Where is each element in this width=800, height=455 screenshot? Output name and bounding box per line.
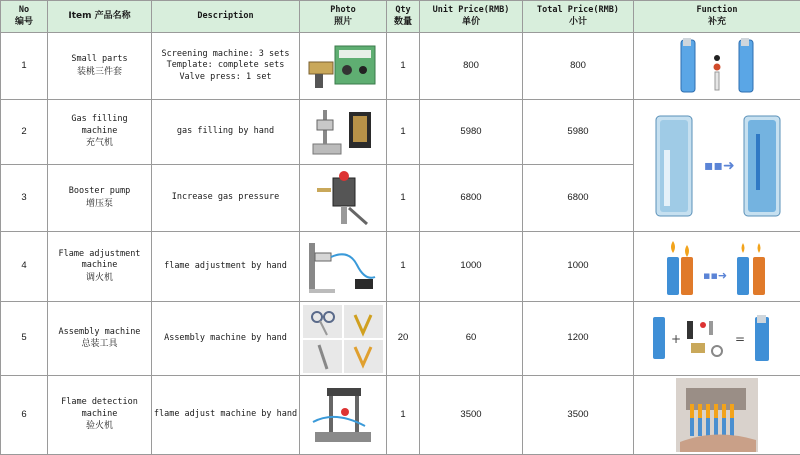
quantity: 1 bbox=[387, 232, 420, 302]
table-row bbox=[1, 302, 800, 376]
svg-text:▪▪➜: ▪▪➜ bbox=[704, 158, 735, 174]
assembly-parts-image bbox=[647, 313, 787, 365]
unit-price: 3500 bbox=[420, 376, 523, 455]
item-name: Small parts 装桃三件套 bbox=[48, 33, 152, 100]
total-price: 800 bbox=[523, 33, 634, 100]
header-row bbox=[1, 1, 800, 33]
description: flame adjustment by hand bbox=[152, 232, 300, 302]
row-number: 1 bbox=[1, 33, 48, 100]
product-photo bbox=[300, 33, 387, 100]
quantity: 1 bbox=[387, 376, 420, 455]
item-name: Gas filling machine 充气机 bbox=[48, 100, 152, 165]
flame-detection-machine-image bbox=[305, 382, 381, 448]
svg-text:▪▪➜: ▪▪➜ bbox=[703, 269, 727, 282]
product-photo bbox=[300, 376, 387, 455]
product-photo bbox=[300, 232, 387, 302]
header-total-price: Total Price(RMB) 小计 bbox=[523, 1, 634, 33]
header-description: Description bbox=[152, 1, 300, 33]
row-number: 3 bbox=[1, 165, 48, 232]
item-name: Assembly machine 总装工具 bbox=[48, 302, 152, 376]
total-price: 1200 bbox=[523, 302, 634, 376]
flame-adjust-before-after-image bbox=[657, 235, 777, 299]
item-name: Booster pump 增压泵 bbox=[48, 165, 152, 232]
function-image bbox=[634, 100, 800, 232]
header-photo: Photo 照片 bbox=[300, 1, 387, 33]
total-price: 6800 bbox=[523, 165, 634, 232]
gas-filling-machine-image bbox=[305, 104, 381, 160]
header-no: No 编号 bbox=[1, 1, 48, 33]
product-photo bbox=[300, 165, 387, 232]
description: Screening machine: 3 sets Template: complete sets Valve press: 1 set bbox=[152, 33, 300, 100]
function-image bbox=[634, 302, 800, 376]
item-name: Flame detection machine 验火机 bbox=[48, 376, 152, 455]
row-number: 2 bbox=[1, 100, 48, 165]
total-price: 3500 bbox=[523, 376, 634, 455]
description: Increase gas pressure bbox=[152, 165, 300, 232]
table-row bbox=[1, 100, 800, 165]
table-row bbox=[1, 33, 800, 100]
table-row bbox=[1, 232, 800, 302]
function-image bbox=[634, 232, 800, 302]
assembly-tools-image bbox=[303, 305, 383, 373]
function-image bbox=[634, 33, 800, 100]
row-number: 6 bbox=[1, 376, 48, 455]
header-function: Function 补充 bbox=[634, 1, 800, 33]
row-number: 5 bbox=[1, 302, 48, 376]
item-name: Flame adjustment machine 调火机 bbox=[48, 232, 152, 302]
description: flame adjust machine by hand bbox=[152, 376, 300, 455]
svg-text:=: = bbox=[735, 332, 745, 346]
unit-price: 6800 bbox=[420, 165, 523, 232]
quantity: 1 bbox=[387, 100, 420, 165]
unit-price: 60 bbox=[420, 302, 523, 376]
table-row bbox=[1, 376, 800, 455]
unit-price: 5980 bbox=[420, 100, 523, 165]
description: gas filling by hand bbox=[152, 100, 300, 165]
flame-adjustment-machine-image bbox=[305, 237, 381, 297]
flame-detection-in-use-image bbox=[676, 378, 758, 452]
lighter-parts-image bbox=[667, 36, 767, 96]
quantity: 1 bbox=[387, 165, 420, 232]
total-price: 1000 bbox=[523, 232, 634, 302]
product-photo bbox=[300, 100, 387, 165]
unit-price: 1000 bbox=[420, 232, 523, 302]
row-number: 4 bbox=[1, 232, 48, 302]
quantity: 20 bbox=[387, 302, 420, 376]
unit-price: 800 bbox=[420, 33, 523, 100]
booster-pump-image bbox=[305, 168, 381, 228]
header-qty: Qty 数量 bbox=[387, 1, 420, 33]
svg-text:+: + bbox=[671, 332, 681, 346]
total-price: 5980 bbox=[523, 100, 634, 165]
function-image bbox=[634, 376, 800, 455]
screening-machine-image bbox=[305, 38, 381, 94]
header-item: Item 产品名称 bbox=[48, 1, 152, 33]
description: Assembly machine by hand bbox=[152, 302, 300, 376]
gas-fill-before-after-image bbox=[652, 110, 782, 222]
header-unit-price: Unit Price(RMB) 单价 bbox=[420, 1, 523, 33]
product-photo bbox=[300, 302, 387, 376]
quantity: 1 bbox=[387, 33, 420, 100]
